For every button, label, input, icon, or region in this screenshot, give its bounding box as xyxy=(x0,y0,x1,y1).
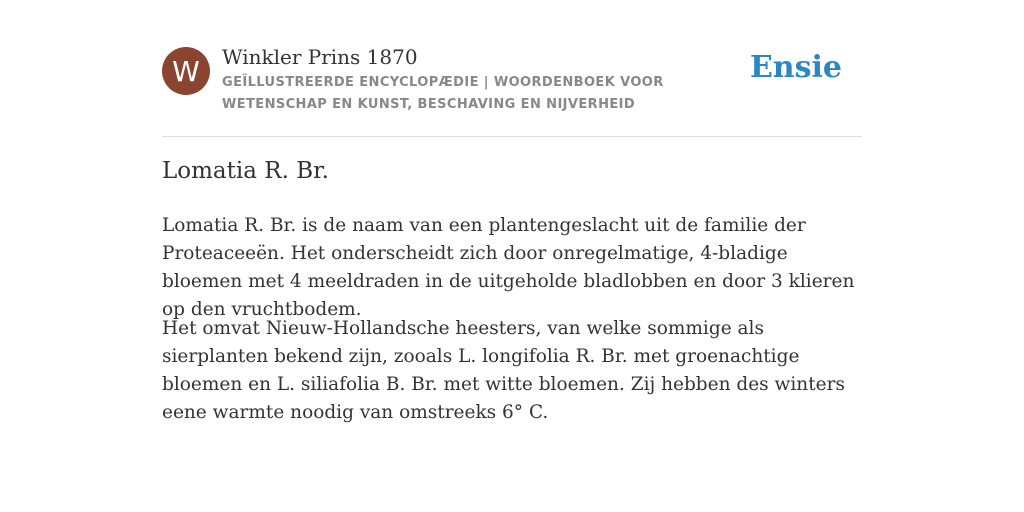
article-paragraph: Lomatia R. Br. is de naam van een plantengeslacht uit de familie der Proteaceeën. Het onderscheidt zich door onregelmatige, 4-bladige bloemen met 4 meeldraden in de uitgeholde bladlobben en door 3 klieren op den vruchtbodem. xyxy=(162,215,855,320)
article-paragraph: Het omvat Nieuw-Hollandsche heesters, van welke sommige als sierplanten bekend zijn, zooals L. longifolia R. Br. met groenachtige bloemen en L. siliafolia B. Br. met witte bloemen. Zij hebben des winters eene warmte noodig van omstreeks 6° C. xyxy=(162,318,845,423)
ensie-logo[interactable]: Ensie xyxy=(749,50,842,85)
article-title: Lomatia R. Br. xyxy=(162,158,329,184)
source-subtitle: GEÏLLUSTREERDE ENCYCLOPÆDIE | WOORDENBOEK VOOR WETENSCHAP EN KUNST, BESCHAVING EN NIJVERHEID xyxy=(222,75,664,112)
header xyxy=(162,0,862,137)
source-title[interactable]: Winkler Prins 1870 xyxy=(222,45,418,69)
source-avatar[interactable]: W xyxy=(162,47,210,95)
page-container xyxy=(162,0,862,423)
